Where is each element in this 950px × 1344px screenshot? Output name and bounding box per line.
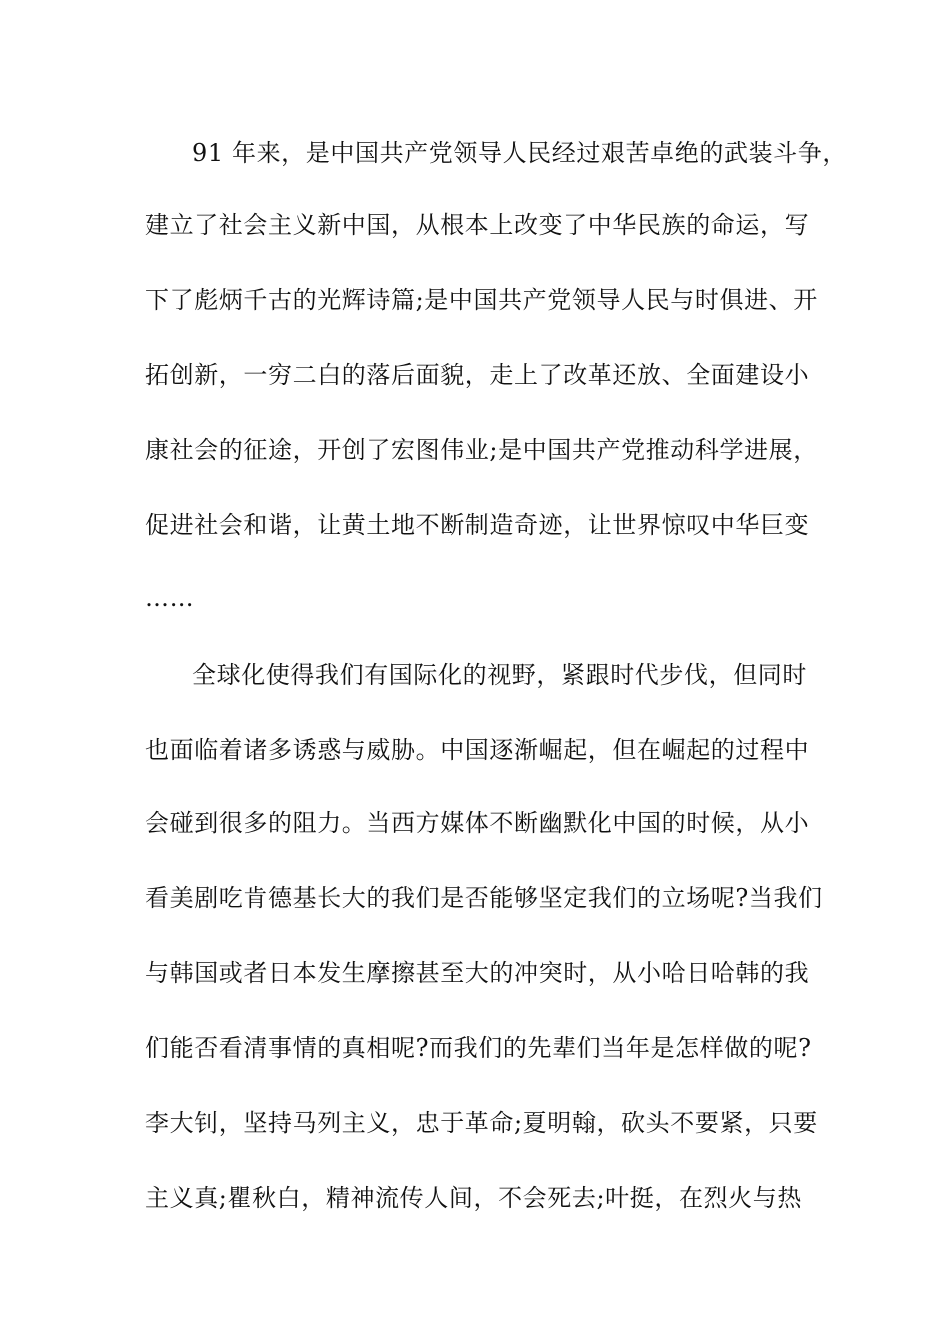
paragraph-1-line-4: 拓创新，一穷二白的落后面貌，走上了改革还放、全面建设小 [145, 361, 810, 389]
paragraph-2-line-7: 李大钊，坚持马列主义，忠于革命;夏明翰，砍头不要紧，只要 [145, 1109, 818, 1137]
paragraph-1-line-6: 促进社会和谐，让黄土地不断制造奇迹，让世界惊叹中华巨变 [145, 511, 810, 539]
paragraph-2-line-2: 也面临着诸多诱惑与威胁。中国逐渐崛起，但在崛起的过程中 [145, 736, 810, 764]
paragraph-1-line-3: 下了彪炳千古的光辉诗篇;是中国共产党领导人民与时俱进、开 [145, 286, 818, 314]
paragraph-2-line-5: 与韩国或者日本发生摩擦甚至大的冲突时，从小哈日哈韩的我 [145, 959, 810, 987]
paragraph-1-line-1: 91 年来，是中国共产党领导人民经过艰苦卓绝的武装斗争， [192, 139, 847, 167]
paragraph-2-line-8: 主义真;瞿秋白，精神流传人间，不会死去;叶挺，在烈火与热 [145, 1184, 802, 1212]
paragraph-1-line-7: …… [145, 584, 195, 612]
paragraph-2-line-6: 们能否看清事情的真相呢?而我们的先辈们当年是怎样做的呢? [145, 1034, 812, 1062]
paragraph-2-line-1: 全球化使得我们有国际化的视野，紧跟时代步伐，但同时 [192, 661, 807, 689]
paragraph-1-line-5: 康社会的征途，开创了宏图伟业;是中国共产党推动科学进展， [145, 436, 818, 464]
paragraph-2-line-4: 看美剧吃肯德基长大的我们是否能够坚定我们的立场呢?当我们 [145, 884, 823, 912]
paragraph-2-line-3: 会碰到很多的阻力。当西方媒体不断幽默化中国的时候，从小 [145, 809, 810, 837]
paragraph-1-line-2: 建立了社会主义新中国，从根本上改变了中华民族的命运，写 [145, 211, 810, 239]
